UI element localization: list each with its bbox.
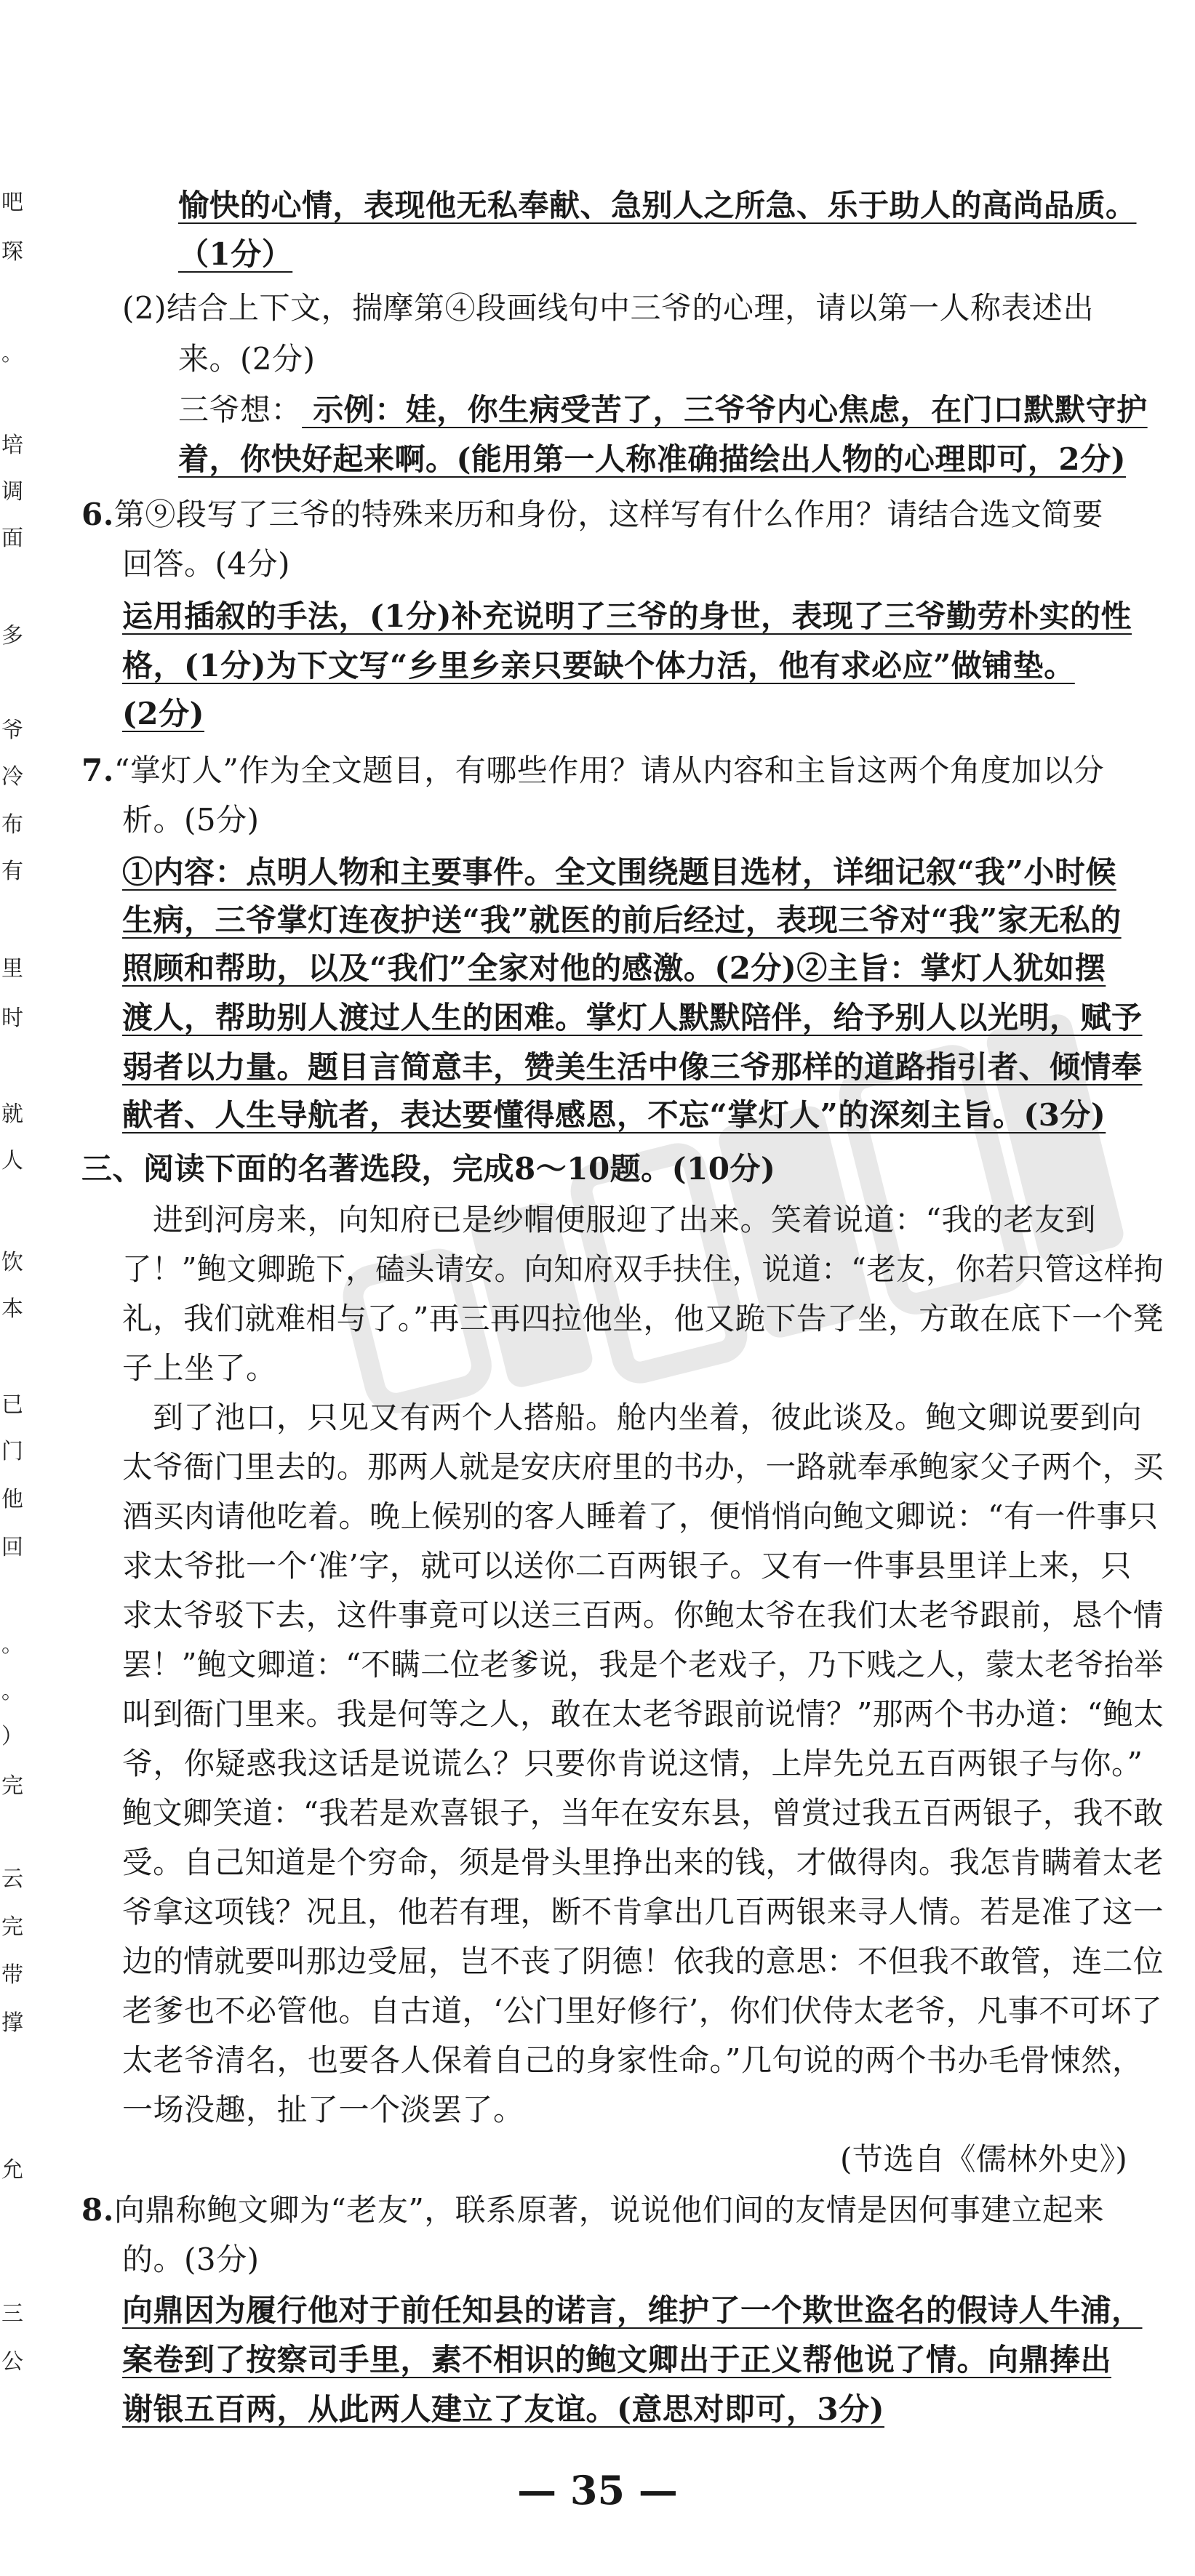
gutter-char: 时 [1,1006,23,1031]
answer-text: 示例：娃，你生病受苦了，三爷爷内心焦虑，在门口默默守护 [302,392,1148,428]
answer-line: 献者、人生导航者，表达要懂得感恩，不忘“掌灯人”的深刻主旨。(3分) [122,1097,1106,1133]
gutter-char: 人 [1,1148,23,1173]
question-number: 6. [81,497,114,532]
facing-page-gutter [0,0,29,2576]
page-number: — 35 — [517,2467,678,2513]
passage-line: 进到河房来，向知府已是纱帽便服迎了出来。笑着说道：“我的老友到 [153,1202,1096,1237]
gutter-char: 带 [1,1962,23,1988]
gutter-char: 爷 [1,718,23,743]
passage-line: 太老爷清名，也要各人保着自己的身家性命。”几句说的两个书办毛骨悚然， [122,2042,1143,2078]
gutter-char: 培 [1,433,23,458]
answer-line: 着，你快好起来啊。(能用第一人称准确描绘出人物的心理即可，2分) [178,441,1126,477]
gutter-char: 饮 [1,1250,23,1275]
passage-line: 罢！”鲍文卿道：“不瞒二位老爹说，我是个老戏子，乃下贱之人，蒙太老爷抬举 [122,1647,1164,1682]
passage-line: 爷，你疑惑我这话是说谎么？只要你肯说这情，上岸先兑五百两银子与你。” [122,1746,1143,1781]
answer-prefix: 三爷想： [178,392,303,428]
passage-line: 老爹也不必管他。自古道，‘公门里好修行’，你们伏侍太老爷，凡事不可坏了 [122,1993,1163,2029]
gutter-char: 有 [1,859,23,884]
question-text: 第⑨段写了三爷的特殊来历和身份，这样写有什么作用？请结合选文简要 [113,497,1103,532]
answer-line: （1分） [178,236,293,272]
passage-line: 太爷衙门里去的。那两人就是安庆府里的书办，一路就奉承鲍家父子两个，买 [122,1449,1164,1485]
question-text: “掌灯人”作为全文题目，有哪些作用？请从内容和主旨这两个角度加以分 [113,753,1105,788]
passage-line: 求太爷批一个‘准’字，就可以送你二百两银子。又有一件事县里详上来，只 [122,1548,1132,1584]
question-text: 来。(2分) [178,341,316,377]
gutter-char: 布 [1,812,23,838]
gutter-char: 琛 [1,239,23,265]
passage-line: 到了池口，只见又有两个人搭船。舱内坐着，彼此谈及。鲍文卿说要到向 [153,1400,1143,1435]
gutter-char: 已 [1,1392,23,1418]
passage-line: 一场没趣，扯了一个淡罢了。 [122,2092,524,2127]
question-text: 析。(5分) [122,802,260,838]
answer-line: 照顾和帮助，以及“我们”全家对他的感激。(2分)②主旨：掌灯人犹如摆 [122,950,1106,986]
passage-line: 鲍文卿笑道：“我若是欢喜银子，当年在安东县，曾赏过我五百两银子，我不敢 [122,1795,1164,1831]
question-number: 8. [81,2192,114,2228]
answer-line: 格，(1分)为下文写“乡里乡亲只要缺个体力活，他有求必应”做铺垫。 [122,648,1075,683]
passage-line: 礼，我们就难相与了。”再三再四拉他坐，他又跪下告了坐，方敢在底下一个凳 [122,1301,1164,1336]
passage-line: 叫到衙门里来。我是何等之人，敢在太老爷跟前说情？”那两个书办道：“鲍太 [122,1696,1164,1732]
answer-line: 谢银五百两，从此两人建立了友谊。(意思对即可，3分) [122,2391,884,2427]
gutter-char: 完 [1,1773,23,1799]
question-7 [81,749,1104,793]
gutter-char: 。 [1,341,23,366]
answer-line: 愉快的心情，表现他无私奉献、急别人之所急、乐于助人的高尚品质。 [178,188,1137,223]
answer-line: 案卷到了按察司手里，素不相识的鲍文卿出于正义帮他说了情。向鼎捧出 [122,2342,1112,2378]
passage-line: 受。自己知道是个穷命，须是骨头里挣出来的钱，才做得肉。我怎肯瞒着太老 [122,1845,1164,1880]
question-8 [81,2188,1104,2232]
gutter-char: 就 [1,1102,23,1127]
passage-line: 爷拿这项钱？况且，他若有理，断不肯拿出几百两银来寻人情。若是准了这一 [122,1894,1164,1930]
gutter-char: 完 [1,1914,23,1940]
answer-line: (2分) [122,696,204,731]
gutter-char: 里 [1,956,23,982]
question-text: (2)结合上下文，揣摩第④段画线句中三爷的心理，请以第一人称表述出 [122,290,1094,326]
passage-line: 酒买肉请他吃着。晚上候别的客人睡着了，便悄悄向鲍文卿说：“有一件事只 [122,1498,1159,1534]
question-text: 向鼎称鲍文卿为“老友”，联系原著，说说他们间的友情是因何事建立起来 [113,2192,1105,2228]
passage-source: (节选自《儒林外史》) [840,2141,1128,2177]
gutter-char: 面 [1,526,23,551]
answer-line: 向鼎因为履行他对于前任知县的诺言，维护了一个欺世盗名的假诗人牛浦， [122,2292,1143,2328]
section-heading: 三、阅读下面的名著选段，完成8～10题。(10分) [81,1151,776,1187]
passage-line: 子上坐了。 [122,1350,277,1386]
gutter-char: 三 [1,2301,23,2327]
gutter-char: 多 [1,623,23,649]
gutter-char: 调 [1,479,23,505]
answer-line: 运用插叙的手法，(1分)补充说明了三爷的身世，表现了三爷勤劳朴实的性 [122,598,1132,634]
gutter-char: 他 [1,1487,23,1512]
passage-line: 了！”鲍文卿跪下，磕头请安。向知府双手扶住，说道：“老友，你若只管这样拘 [122,1251,1164,1287]
answer-line: 渡人，帮助别人渡过人生的困难。掌灯人默默陪伴，给予别人以光明，赋予 [122,1000,1143,1035]
question-text: 的。(3分) [122,2242,260,2277]
gutter-char: 回 [1,1535,23,1560]
gutter-char: 。 [1,1679,23,1704]
question-number: 7. [81,753,114,788]
answer-line: 生病，三爷掌灯连夜护送“我”就医的前后经过，表现三爷对“我”家无私的 [122,902,1122,938]
gutter-char: 公 [1,2349,23,2375]
answer-line: 弱者以力量。题目言简意丰，赞美生活中像三爷那样的道路指引者、倾情奉 [122,1049,1143,1085]
gutter-char: 允 [1,2157,23,2183]
gutter-char: 冷 [1,764,23,790]
gutter-char: 撑 [1,2010,23,2036]
gutter-char: 云 [1,1866,23,1892]
answer-line [178,388,1148,432]
answer-line: ①内容：点明人物和主要事件。全文围绕题目选材，详细记叙“我”小时候 [122,854,1116,890]
gutter-char: 门 [1,1439,23,1464]
gutter-char: 本 [1,1296,23,1322]
question-text: 回答。(4分) [122,546,290,582]
passage-line: 边的情就要叫那边受屈，岂不丧了阴德！依我的意思：不但我不敢管，连二位 [122,1943,1164,1979]
gutter-char: 吧 [1,190,23,215]
gutter-char: 。 [1,1632,23,1658]
gutter-char: ） [1,1724,23,1749]
passage-line: 求太爷驳下去，这件事竟可以送三百两。你鲍太爷在我们太老爷跟前，恳个情 [122,1597,1164,1633]
question-6 [81,493,1103,537]
